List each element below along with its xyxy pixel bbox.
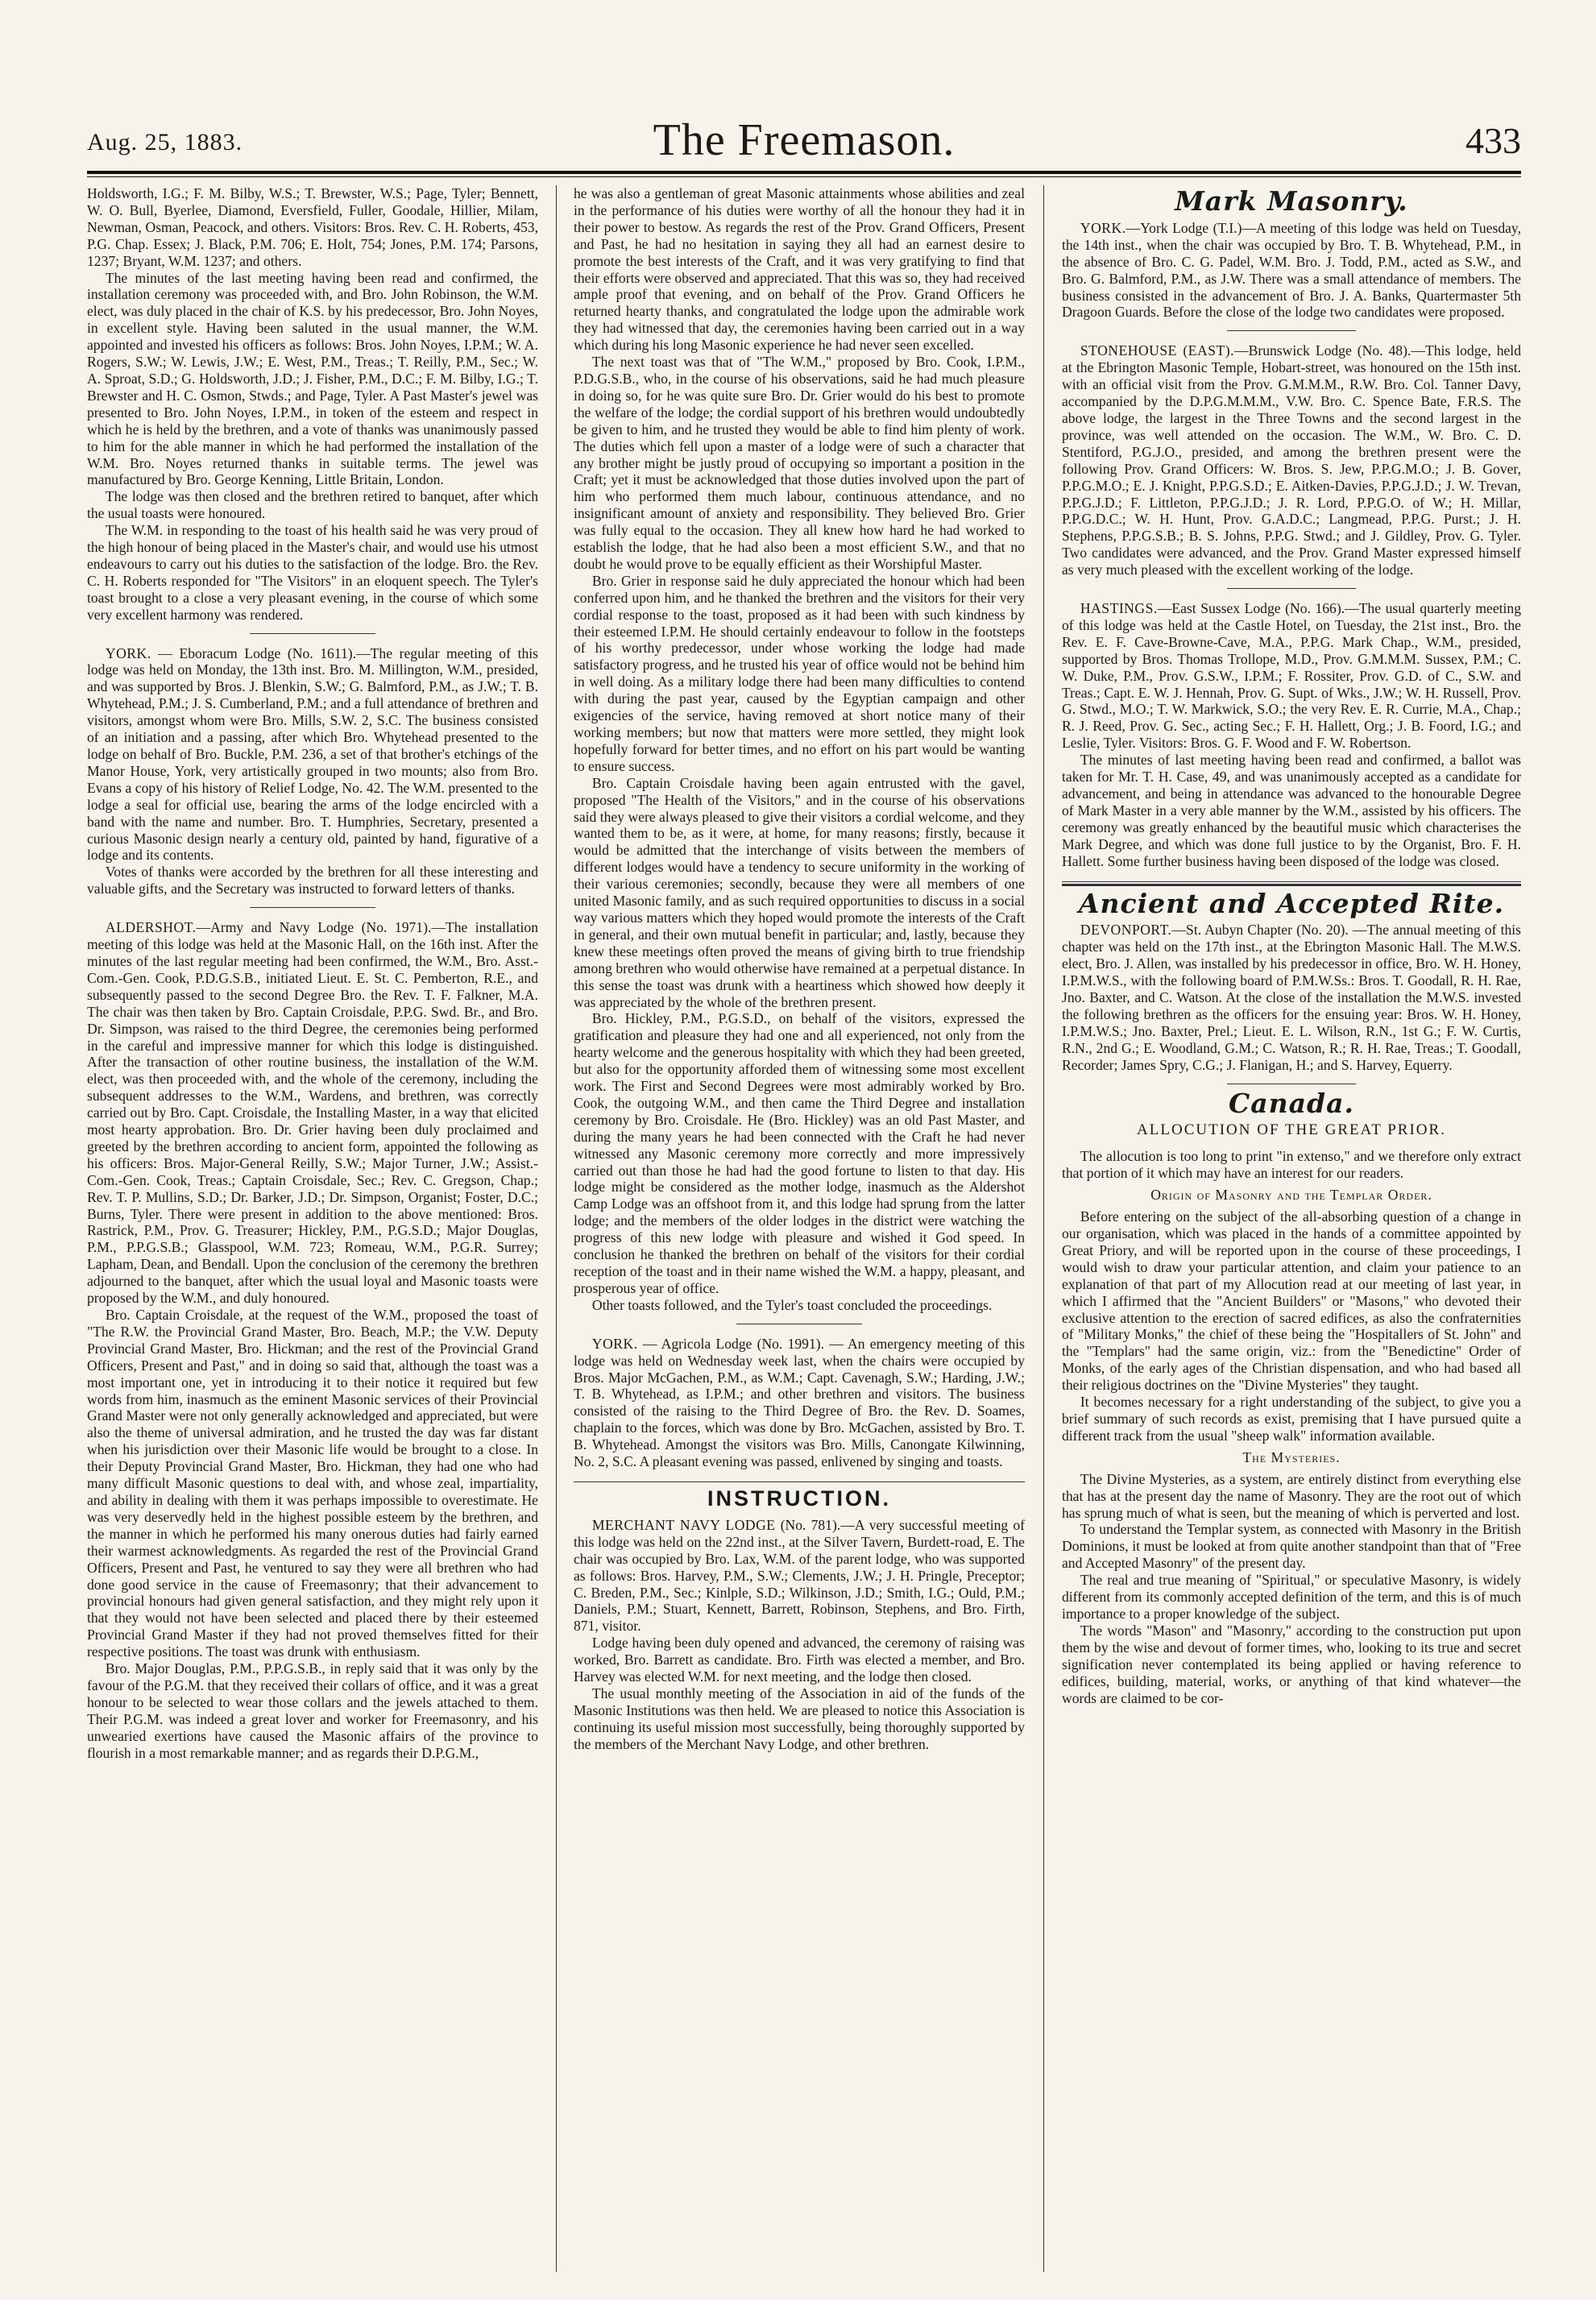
paragraph: The real and true meaning of "Spiritual," or speculative Masonry, is widely different from its commonly accepted definition of the term, and this is of much importance to a proper knowledge of the subject. bbox=[1062, 1572, 1521, 1622]
issue-date: Aug. 25, 1883. bbox=[87, 129, 243, 155]
report-merchant-navy bbox=[574, 1517, 1025, 1635]
paragraph: Bro. Captain Croisdale having been again entrusted with the gavel, proposed "The Health of the Visitors," and in the course of his observations said they were always pleased to give their visitors a cordial welcome, and they wanted them to be, as it were, at home, for many reasons; firstly, because it would be admitted that the interchange of visits between the members of different lodges would have a tendency to secure uniformity in the working of their various ceremonies; secondly, because they were all members of one united Masonic family, and as such required opportunities to discuss in a social way various matters which they hoped would promote the interests of the Craft in general, and their own mutual benefit in particular; and, lastly, because they knew these meetings often proved the means of giving birth to true friendship among brethren who would otherwise have remained at a perpetual distance. In this sense the toast was drunk with a heartiness which showed how deeply it was appreciated by the whole of the brethren present. bbox=[574, 774, 1025, 1010]
report-stonehouse bbox=[1062, 342, 1521, 578]
report-york-agricola bbox=[574, 1336, 1025, 1470]
paragraph: The W.M. in responding to the toast of his health said he was very proud of the high honour of being placed in the Master's chair, and would use his utmost endeavours to carry out his duties to the satisfaction of the lodge. Bro. the Rev. C. H. Roberts responded for "The Visitors" in an eloquent speech. The Tyler's toast brought to a close a very pleasant evening, in the course of which some very excellent harmony was rendered. bbox=[87, 522, 538, 623]
paragraph: The Divine Mysteries, as a system, are entirely distinct from everything else that has at the present day the name of Masonry. They are the root out of which has sprung much of what is seen, but the meaning of which is perverted and lost. bbox=[1062, 1470, 1521, 1521]
report-devonport bbox=[1062, 922, 1521, 1073]
paragraph: The lodge was then closed and the brethren retired to banquet, after which the usual toasts were honoured. bbox=[87, 488, 538, 522]
report-body: —Brunswick Lodge (No. 48).—This lodge, held at the Ebrington Masonic Temple, Hobart-street, was honoured on the 15th inst. with an official visit from the Prov. G.M.M.M., R.W. Bro. Col. Tanner Davy, accompanied by the D.P.G.M.M.M., V.W. Bro. C. Spence Bate, F.R.S. The above lodge, the largest in the Three Towns and the second largest in the province, was well attended on the occasion. The W.M., W. Bro. C. D. Stentiford, P.G.J.O., presided, and among the brethren present were the following Prov. Grand Officers: W. Bros. S. Jew, P.P.G.M.O.; J. B. Gover, P.P.G.M.O.; E. J. Knight, P.P.G.S.D.; E. Aitken-Davies, P.P.G.J.D.; J. W. Trevan, P.P.G.J.D.; F. Littleton, P.P.G.J.D.; J. R. Lord, P.P.G.O. of W.; H. Millar, P.P.G.D.C.; W. H. Hunt, Prov. G.A.D.C.; Langmead, P.P.G. Purst.; J. H. Stephens, P.P.G.S.B.; B. S. Johns, P.P.G. Stwd.; and J. Gildley, Prov. G. Tyler. Two candidates were advanced, and the Prov. Grand Master expressed himself as very much pleased with the excellent working of the lodge. bbox=[1062, 342, 1521, 578]
paragraph: The words "Mason" and "Masonry," according to the construction put upon them by the wise and devout of former times, who, looking to its true and secret signification never contemplated its being applied or having reference to edifices, building, material, works, or anything of that kind whatever—the words are claimed to be cor- bbox=[1062, 1622, 1521, 1706]
paragraph: Other toasts followed, and the Tyler's toast concluded the proceedings. bbox=[591, 1296, 993, 1313]
paragraph: The usual monthly meeting of the Association in aid of the funds of the Masonic Institutions was then held. We are pleased to notice this Association is continuing its useful mission most successfully, being thoroughly supported by the members of the Merchant Navy Lodge, and other brethren. bbox=[574, 1685, 1025, 1752]
article-separator bbox=[250, 633, 376, 634]
lodge-place: DEVONPORT. bbox=[1080, 922, 1172, 939]
report-body: (No. 781).—A very successful meeting of this lodge was held on the 22nd inst., at the Silver Tavern, Burdett-road, E. The chair was occupied by Bro. Lax, W.M. of the parent lodge, who was supported as follows: Bros. Harvey, P.M., S.W.; Clements, J.W.; J. H. Pringle, Preceptor; C. Breden, P.M., Sec.; Kinlple, S.D.; Wilkinson, J.D.; Smith, I.G.; Ould, P.M.; Daniels, P.M.; Stuart, Kennett, Barrett, Robinson, Stephens, and Bro. Firth, 871, visitor. bbox=[574, 1516, 1025, 1635]
paragraph: Holdsworth, I.G.; F. M. Bilby, W.S.; T. Brewster, W.S.; Page, Tyler; Bennett, W. O. Bull, Byerlee, Diamond, Eversfield, Fuller, Goodale, Hillier, Milam, Newman, Osman, Peacock, and others. Visitors: Bros. Rev. C. H. Roberts, 453, P.G. Chap. Essex; J. Black, P.M. 706; E. Holt, 754; Jones, P.M. 174; Parsons, 1237; Bryant, W.M. 1237; and others. bbox=[87, 185, 538, 269]
paragraph: The minutes of last meeting having been read and confirmed, a ballot was taken for Mr. T. H. Case, 49, and was unanimously accepted as a candidate for advancement, and being in attendance was advanced to the honourable Degree of Mark Master in a very able manner by the W.M., assisted by his officers. The ceremony was greatly enhanced by the beautiful music which characterises the Mark Degree, and which was done full justice to by the Organist, Bro. F. H. Hallett. Some further business having been disposed of the lodge was closed. bbox=[1062, 752, 1521, 869]
paragraph: Lodge having been duly opened and advanced, the ceremony of raising was worked, Bro. Barrett as candidate. Bro. Firth was elected a member, and Bro. Harvey was elected W.M. for next meeting, and the lodge then closed. bbox=[574, 1635, 1025, 1685]
newspaper-title: The Freemason. bbox=[653, 115, 956, 165]
report-body: —St. Aubyn Chapter (No. 20). —The annual meeting of this chapter was held on the 17th inst., at the Ebrington Masonic Hall. The M.W.S. elect, Bro. J. Allen, was installed by his predecessor in office, Bro. W. H. Honey, I.P.M.W.S., with the following board of P.M.W.Ss.: Bros. T. Goodall, R. H. Rae, Jno. Baxter, and C. Watson. At the close of the installation the M.W.S. invested the following brethren as the officers for the ensuing year: Bros. W. H. Honey, I.P.M.W.S.; Jno. Baxter, Prel.; Lieut. E. L. Wilson, R.N., 1st G.; F. W. Curtis, R.N., 2nd G.; E. Woodland, G.M.; C. Watson, R.; R. H. Rae, Treas.; T. Goodall, Recorder; James Spry, C.G.; J. Flanigan, H.; and S. Harvey, Equerry. bbox=[1062, 922, 1521, 1073]
report-body: — Eboracum Lodge (No. 1611).—The regular meeting of this lodge was held on Monday, the 13th inst. Bro. M. Millington, W.M., presided, and was supported by Bros. J. Blenkin, S.W.; G. Balmford, P.M., as J.W.; T. B. Whytehead, P.M.; J. S. Cumberland, P.M.; and a full attendance of brethren and visitors, amongst whom were Bro. Mills, S.W. 2, S.C. The business consisted of an initiation and a passing, after which Bro. Whytehead presented to the lodge on behalf of Bro. Buckle, P.M. 236, a set of that brother's etchings of the Manor House, York, very artistically grouped in two mounts; also from Bro. Evans a copy of his history of Relief Lodge, No. 42. The W.M. presented to the lodge a seal for official use, bearing the arms of the lodge encircled with a band with the name and number. Bro. T. Humphries, Secretary, presented a curious Masonic design nearly a century old, painted by hand, figurative of a lodge and its contents. bbox=[87, 644, 538, 864]
column-1 bbox=[87, 185, 538, 2272]
lodge-place: YORK. bbox=[591, 1335, 638, 1352]
paragraph: It becomes necessary for a right understanding of the subject, to give you a brief summary of such records as exist, premising that I have pursued quite a different track from the usual "sheep walk" information available. bbox=[1062, 1394, 1521, 1444]
lodge-place: STONEHOUSE (EAST). bbox=[1080, 342, 1234, 359]
report-body: —Army and Navy Lodge (No. 1971).—The installation meeting of this lodge was held at the Masonic Hall, on the 16th inst. After the minutes of the last regular meeting had been confirmed, the W.M., Bro. Asst.-Com.-Gen. Cook, P.D.G.S.B., initiated Lieut. E. St. C. Pemberton, R.E., and subsequently passed to the second Degree Bro. the Rev. T. F. Falkner, M.A. The chair was then taken by Bro. Captain Croisdale, P.P.G. Swd. Br., and Bro. Dr. Simpson, was raised to the third Degree, the ceremonies being performed in the careful and impressive manner for which this lodge is distinguished. After the transaction of other routine business, the installation of the W.M. elect, was then proceeded with, and the whole of the ceremony, including the subsequent addresses to the W.M., Wardens, and brethren, was correctly carried out by Bro. Capt. Croisdale, the Installing Master, in a way that elicited most hearty approbation. Bro. Dr. Grier having been duly proclaimed and greeted by the brethren according to ancient form, appointed the following as his officers: Bros. Major-General Reilly, S.W.; Major Turner, J.W.; Assist.-Com.-Gen. Cook, Treas.; Captain Croisdale, Sec.; Rev. C. Gregson, Chap.; Rev. T. P. Mullins, S.D.; Dr. Barker, J.D.; Dr. Simpson, Organist; Foster, D.C.; Burns, Tyler. There were present in addition to the above mentioned: Bros. Rastrick, P.M., Prov. G. Treasurer; Hickley, P.M., P.G.S.D.; Major Douglas, P.M., P.P.G.S.B.; Glasspool, W.M. 723; Romeau, W.M., P.G.R. Surrey; Lapham, Dean, and Bendall. Upon the conclusion of the ceremony the brethren adjourned to the banquet, after which the usual loyal and Masonic toasts were proposed by the W.M., and duly honoured. bbox=[87, 919, 538, 1307]
paragraph: The allocution is too long to print "in extenso," and we therefore only extract that portion of it which may have an interest for our readers. bbox=[1062, 1148, 1521, 1182]
column-3 bbox=[1062, 185, 1521, 2272]
paragraph: Before entering on the subject of the all-absorbing question of a change in our organisation, which was placed in the hands of a committee appointed by Great Priory, and will be reported upon in the course of these proceedings, I would wish to draw your particular attention, and claim your patience to an explanation of that part of my Allocution read at our meeting of last year, in which I affirmed that the "Ancient Builders" or "Masons," who devoted their exclusive attention to the erection of sacred edifices, as also the confraternities of "Military Monks," the chief of these being the "Hospitallers of St. John" and the "Templars" had the same origin, viz.: from the "Benedictine" Order of Monks, of the early ages of the Christian dispensation, and who had based all their religious doctrines on the "Divine Mysteries" they taught. bbox=[1062, 1208, 1521, 1394]
subheading-mysteries: The Mysteries. bbox=[1242, 1448, 1341, 1465]
paragraph: The minutes of the last meeting having been read and confirmed, the installation ceremony was proceeded with, and Bro. John Robinson, the W.M. elect, was duly placed in the chair of K.S. by his predecessor, Bro. John Noyes, in excellent style. Having been saluted in the usual manner, the W.M. appointed and invested his officers as follows: Bros. John Noyes, I.P.M.; W. A. Rogers, S.W.; W. Lewis, J.W.; E. West, P.M., Treas.; T. Reilly, P.M., Sec.; W. A. Sproat, S.D.; G. Holdsworth, J.D.; J. Fisher, P.M., D.C.; F. M. Bilby, I.G.; T. Brewster and H. C. Osmon, Stwds.; and Page, Tyler. A Past Master's jewel was presented to Bro. John Noyes, I.P.M., in token of the esteem and respect in which he is held by the brethren, and a vote of thanks was unanimously passed to him for the able manner in which he had performed the installation of the W.M. Bro. Noyes returned thanks in suitable terms. The jewel was manufactured by Bro. George Kenning, Little Britain, London. bbox=[87, 269, 538, 488]
page-number: 433 bbox=[1465, 120, 1521, 161]
article-separator bbox=[250, 907, 376, 908]
masthead bbox=[87, 114, 1521, 163]
report-body: —York Lodge (T.I.)—A meeting of this lodge was held on Tuesday, the 14th inst., when the chair was occupied by Bro. T. B. Whytehead, P.M., in the absence of Bro. C. G. Padel, W.M. Bro. J. Todd, P.M., acted as S.W., and Bro. G. Balmford, P.M., as J.W. There was a small attendance of members. The business consisted in the advancement of Bro. J. A. Banks, Quartermaster 5th Dragoon Guards. Before the close of the lodge two candidates were proposed. bbox=[1062, 219, 1521, 321]
section-rule-thick bbox=[1062, 884, 1521, 886]
column-2 bbox=[574, 185, 1025, 2272]
paragraph: Bro. Hickley, P.M., P.G.S.D., on behalf of the visitors, expressed the gratification and pleasure they had one and all experienced, not only from the hearty welcome and the generous hospitality with which they had been greeted, but also for the opportunity afforded them of witnessing some most excellent work. The First and Second Degrees were most admirably worked by Bro. Cook, the outgoing W.M., and then came the Third Degree and installation ceremony by Bro. Croisdale. He (Bro. Hickley) was an old Past Master, and during the many years he had been connected with the Craft he had never witnessed any Masonic ceremony more correctly and more impressively carried out than those he had had the good fortune to listen to that day. His lodge might be considered as the mother lodge, inasmuch as the Aldershot Camp Lodge was an offshoot from it, and this lodge had sprung from the latter lodge; and the members of the older lodges in the district were watching the progress of this new lodge with pleasure and wished it God speed. In conclusion he thanked the brethren on behalf of the visitors for their cordial reception of the toast and in their name wished the W.M. a happy, pleasant, and prosperous year of office. bbox=[574, 1010, 1025, 1296]
report-aldershot bbox=[87, 919, 538, 1307]
paragraph: Votes of thanks were accorded by the brethren for all these interesting and valuable gifts, and the Secretary was instructed to forward letters of thanks. bbox=[87, 864, 538, 897]
column-divider bbox=[556, 185, 557, 2272]
report-body: — Agricola Lodge (No. 1991). — An emergency meeting of this lodge was held on Wednesday week last, when the chairs were occupied by Bros. Major McGachen, P.M., as W.M.; Capt. Cavenagh, S.W.; Harding, J.W.; T. B. Whytehead, as I.P.M.; and other brethren and visitors. The business consisted of the raising to the Third Degree of Bro. the Rev. D. Soames, chaplain to the forces, which was done by Bro. McGachen, assisted by Bro. T. B. Whytehead. Amongst the visitors was Bro. Mills, Canongate Kilwinning, No. 2, S.C. A pleasant evening was passed, enlivened by singing and toasts. bbox=[574, 1335, 1025, 1470]
paragraph: he was also a gentleman of great Masonic attainments whose abilities and zeal in the performance of his duties were worthy of all the honour they had it in their power to bestow. As regards the rest of the Prov. Grand Officers, Present and Past, he had no hesitation in saying they all had an earnest desire to promote the best interests of the Craft, and it was very gratifying to find that their efforts were observed and appreciated. That this was so, they had received ample proof that evening, and on behalf of the Prov. Grand Officers he returned hearty thanks, and congratulated the lodge upon the admirable work they had witnessed that day, the ceremonies having been carried out in a way which during his long Masonic experience he had never seen excelled. bbox=[574, 185, 1025, 354]
section-rule bbox=[1062, 881, 1521, 882]
lodge-place: HASTINGS. bbox=[1080, 600, 1158, 617]
paragraph: Bro. Captain Croisdale, at the request of the W.M., proposed the toast of "The R.W. the Provincial Grand Master, Bro. Beach, M.P.; the V.W. Deputy Provincial Grand Master, Bro. Hickman; and the rest of the Provincial Grand Officers, Present and Past," and in doing so said that, although the toast was a most important one, yet in introducing it to their notice it required but few words from him, inasmuch as the eminent Masonic services of their Provincial Grand Master were not only generally acknowledged and appreciated, but were also the theme of universal admiration, and he trusted the day was far distant when his jurisdiction over their Masonic life would be brought to a close. In their Deputy Provincial Grand Master, Bro. Hickman, they had one who had many difficult Masonic questions to deal with, and whose zeal, impartiality, and ability in dealing with them it was perhaps impossible to overestimate. He was very deservedly held in the highest possible esteem by the brethren, and the manner in which he performed his many onerous duties had fairly earned their warmest acknowledgments. As regarded the rest of the Provincial Grand Officers, Present and Past, he ventured to say they were all brethren who had done good service in the cause of Freemasonry; that their advancement to provincial honours had given general satisfaction, and they might rely upon it that they would not have been selected and placed there by their esteemed Provincial Grand Master if they had not proved themselves fitted for their respective positions. The toast was drunk with enthusiasm. bbox=[87, 1307, 538, 1660]
article-separator bbox=[1227, 588, 1356, 589]
report-york-eboracum bbox=[87, 645, 538, 864]
column-divider bbox=[1043, 185, 1044, 2272]
report-york-lodge bbox=[1062, 220, 1521, 321]
header-rule bbox=[87, 171, 1521, 174]
lodge-place: YORK. bbox=[1080, 219, 1126, 236]
paragraph: The next toast was that of "The W.M.," proposed by Bro. Cook, I.P.M., P.D.G.S.B., who, in the course of his observations, said he had much pleasure in doing so, for he was quite sure Bro. Dr. Grier would do his best to promote the welfare of the lodge; the cordial support of his brethren would undoubtedly be given to him, and he trusted they would be able to find him plenty of work. The duties which fell upon a master of a lodge were of such a character that any brother might be justly proud of occupying so important a position in the Craft; yet it must be acknowledged that those duties involved upon the part of him who performed them much labour, continuous attendance, and no insignificant amount of anxiety and responsibility. They believed Bro. Grier was fully equal to the occasion. They all knew how hard he had worked to establish the lodge, that he had also been a most efficient S.W., and that no doubt he would prove to be equally efficient as their Worshipful Master. bbox=[574, 354, 1025, 572]
report-hastings bbox=[1062, 600, 1521, 752]
lodge-place: ALDERSHOT. bbox=[105, 919, 197, 936]
section-heading-ancient-accepted-rite: Ancient and Accepted Rite. bbox=[1078, 887, 1505, 919]
paragraph: Bro. Grier in response said he duly appreciated the honour which had been conferred upon him, and he thanked the brethren and the visitors for their very cordial response to the toast, proposed as it had been with such kindness by their esteemed I.P.M. He should certainly endeavour to follow in the footsteps of his worthy predecessor, under whose working the lodge had made satisfactory progress, and he trusted his year of office would not be behind him in well doing. As a military lodge there had been many difficulties to contend with during the past year, caused by the Egyptian campaign and other exigencies of the service, having removed at short notice many of their working members; but now that matters were more settled, they might look hopefully forward for better times, and no effort on his part would be wanting to ensure success. bbox=[574, 572, 1025, 774]
article-title-allocution: ALLOCUTION OF THE GREAT PRIOR. bbox=[1137, 1121, 1446, 1138]
lodge-place: MERCHANT NAVY LODGE bbox=[591, 1516, 776, 1533]
lodge-place: YORK. bbox=[105, 644, 151, 661]
paragraph: To understand the Templar system, as connected with Masonry in the British Dominions, it must be looked at from quite another standpoint than that of "Free and Accepted Masonry" of the present day. bbox=[1062, 1521, 1521, 1572]
section-heading-mark-masonry: Mark Masonry. bbox=[1175, 185, 1408, 217]
subheading-origin: Origin of Masonry and the Templar Order. bbox=[1150, 1187, 1432, 1204]
section-heading-canada: Canada. bbox=[1229, 1087, 1354, 1119]
article-separator bbox=[1227, 330, 1356, 331]
header-rule-thin bbox=[87, 176, 1521, 177]
report-body: —East Sussex Lodge (No. 166).—The usual quarterly meeting of this lodge was held at the Castle Hotel, on Tuesday, the 21st inst., Bro. the Rev. E. F. Cave-Browne-Cave, M.A., P.P.G. Mark Chap., W.M., presided, supported by Bros. Thomas Trollope, M.D., Prov. G.M.M.M. Sussex, P.M.; C. W. Duke, P.M., Prov. G.S.W., I.P.M.; F. Rossiter, Prov. G.D. of C., S.W. and Treas.; Capt. E. W. J. Hennah, Prov. G. Supt. of Wks., J.W.; W. H. Russell, Prov. G. Stwd., M.O.; T. W. Markwick, S.O.; the very Rev. E. R. Currie, M.A., Chap.; R. J. Reed, Prov. G. Sec., acting Sec.; F. H. Hallett, Org.; J. B. Foord, I.G.; and Leslie, Tyler. Visitors: Bros. G. F. Wood and F. W. Robertson. bbox=[1062, 600, 1521, 752]
section-heading-instruction: INSTRUCTION. bbox=[707, 1486, 891, 1511]
paragraph: Bro. Major Douglas, P.M., P.P.G.S.B., in reply said that it was only by the favour of the P.G.M. that they received their collars of office, and it was a great honour to be selected to wear those collars and the jewels attached to them. Their P.G.M. was indeed a great lover and worker for Freemasonry, and his unwearied exertions have caused the Masonic affairs of the province to flourish in a most remarkable manner; and as regards their D.P.G.M., bbox=[87, 1660, 538, 1761]
